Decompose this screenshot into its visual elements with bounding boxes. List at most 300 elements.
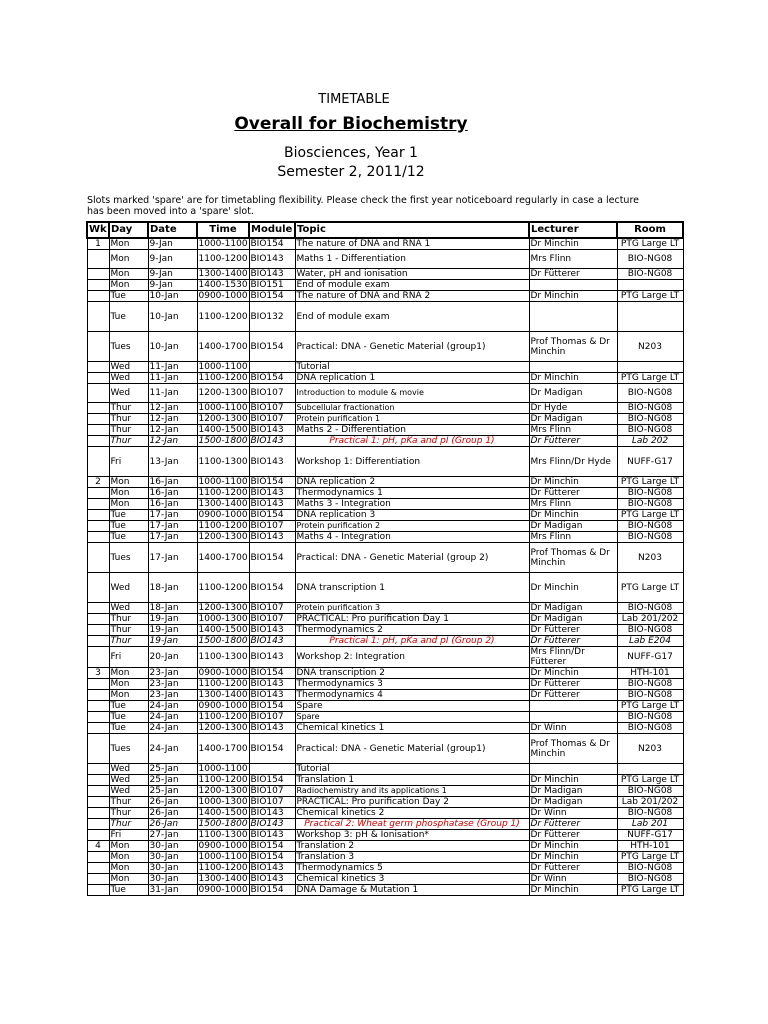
- cell-date: 25-Jan: [148, 775, 197, 786]
- cell-date: 19-Jan: [148, 625, 197, 636]
- cell-room: PTG Large LT: [617, 775, 683, 786]
- cell-day: Mon: [109, 690, 148, 701]
- cell-time: 1200-1300: [197, 384, 249, 403]
- cell-topic: DNA transcription 2: [295, 668, 529, 679]
- cell-room: N203: [617, 543, 683, 573]
- cell-module: BIO143: [249, 436, 295, 447]
- cell-module: BIO143: [249, 679, 295, 690]
- cell-lecturer: Dr Madigan: [529, 603, 617, 614]
- table-row: [87, 863, 683, 874]
- cell-topic: Thermodynamics 5: [295, 863, 529, 874]
- column-header-wk: Wk: [87, 222, 109, 238]
- cell-week: [87, 250, 109, 269]
- cell-lecturer: Prof Thomas & Dr Minchin: [529, 332, 617, 362]
- cell-lecturer: Dr Minchin: [529, 510, 617, 521]
- cell-lecturer: Dr Fütterer: [529, 830, 617, 841]
- cell-lecturer: [529, 764, 617, 775]
- table-row: [87, 543, 683, 573]
- cell-time: 1500-1800: [198, 636, 248, 646]
- cell-day: Thur: [109, 797, 148, 808]
- cell-date: 18-Jan: [148, 603, 197, 614]
- table-row: [87, 852, 683, 863]
- column-header-time: Time: [197, 222, 249, 238]
- cell-week: [87, 764, 109, 775]
- cell-module: BIO154: [249, 668, 295, 679]
- cell-week: [87, 362, 109, 373]
- cell-day: Thur: [109, 414, 148, 425]
- table-row: [87, 521, 683, 532]
- cell-module: [249, 764, 295, 775]
- cell-week: [87, 647, 109, 668]
- cell-day: Fri: [109, 830, 148, 841]
- cell-module: BIO143: [249, 808, 295, 819]
- table-row: [87, 625, 683, 636]
- cell-room: BIO-NG08: [617, 488, 683, 499]
- cell-lecturer: Mrs Flinn/Dr Hyde: [529, 447, 617, 477]
- table-row: [87, 819, 683, 830]
- cell-module: BIO143: [249, 447, 295, 477]
- cell-room: N203: [617, 734, 683, 764]
- cell-module: BIO107: [249, 614, 295, 625]
- cell-date: 11-Jan: [148, 362, 197, 373]
- table-row: [87, 614, 683, 625]
- cell-day: Fri: [109, 647, 148, 668]
- cell-lecturer: Dr Minchin: [529, 841, 617, 852]
- cell-topic: Maths 2 - Differentiation: [295, 425, 529, 436]
- table-header-row: [87, 222, 683, 238]
- cell-day: Tue: [109, 532, 148, 543]
- cell-week: [87, 332, 109, 362]
- cell-day: Wed: [109, 384, 148, 403]
- cell-time: 1100-1200: [198, 679, 248, 689]
- cell-week: [87, 532, 109, 543]
- cell-room: PTG Large LT: [617, 373, 683, 384]
- cell-week: [87, 701, 109, 712]
- cell-week: [87, 291, 109, 302]
- table-row: [87, 238, 683, 250]
- spare-slots-note: Slots marked 'spare' are for timetabling flexibility. Please check the first year noticeboard regularly in case a lecture has been moved into a 'spare' slot.: [87, 195, 639, 217]
- cell-date: 16-Jan: [148, 477, 197, 488]
- cell-time: 1100-1300: [198, 830, 248, 840]
- cell-module: BIO143: [249, 488, 295, 499]
- cell-week: [87, 786, 109, 797]
- cell-room: BIO-NG08: [617, 808, 683, 819]
- cell-day: Tue: [109, 723, 148, 734]
- cell-date: 16-Jan: [148, 499, 197, 510]
- table-row: [87, 885, 683, 896]
- cell-day: Mon: [109, 488, 148, 499]
- cell-topic: Workshop 2: Integration: [295, 647, 529, 668]
- table-row: [87, 403, 683, 414]
- cell-day: Wed: [109, 362, 148, 373]
- cell-room: [617, 280, 683, 291]
- cell-date: 13-Jan: [148, 447, 197, 477]
- table-row: [87, 786, 683, 797]
- cell-week: [87, 830, 109, 841]
- cell-time: 1200-1300: [198, 532, 248, 542]
- table-row: [87, 291, 683, 302]
- cell-week: [87, 808, 109, 819]
- cell-date: 19-Jan: [148, 614, 197, 625]
- table-row: [87, 647, 683, 668]
- cell-room: [617, 764, 683, 775]
- cell-date: 10-Jan: [148, 332, 197, 362]
- cell-lecturer: Dr Minchin: [529, 238, 617, 250]
- cell-module: BIO107: [249, 521, 295, 532]
- cell-lecturer: Dr Minchin: [529, 852, 617, 863]
- cell-topic: Protein purification 2: [295, 521, 529, 532]
- cell-date: 17-Jan: [148, 510, 197, 521]
- cell-time: 1100-1200: [198, 712, 248, 722]
- cell-time: 0900-1000: [198, 668, 248, 678]
- cell-lecturer: Dr Madigan: [529, 786, 617, 797]
- cell-date: 30-Jan: [148, 841, 197, 852]
- cell-topic: Practical 2: Wheat germ phosphatase (Group 1): [295, 819, 529, 830]
- cell-module: BIO154: [249, 332, 295, 362]
- cell-week: [87, 603, 109, 614]
- cell-lecturer: Prof Thomas & Dr Minchin: [529, 543, 617, 573]
- cell-module: BIO143: [249, 269, 295, 280]
- cell-day: Tue: [109, 701, 148, 712]
- cell-room: BIO-NG08: [617, 712, 683, 723]
- cell-room: NUFF-G17: [617, 447, 683, 477]
- cell-week: [87, 885, 109, 896]
- cell-topic: DNA replication 3: [295, 510, 529, 521]
- cell-time: 1000-1100: [198, 403, 248, 413]
- cell-time: 1100-1300: [197, 447, 249, 477]
- table-row: [87, 510, 683, 521]
- cell-date: 25-Jan: [148, 786, 197, 797]
- cell-day: Mon: [109, 238, 148, 250]
- column-header-topic: Topic: [295, 222, 529, 238]
- cell-day: Mon: [109, 269, 148, 280]
- cell-module: BIO107: [249, 797, 295, 808]
- cell-week: [87, 614, 109, 625]
- cell-room: BIO-NG08: [617, 532, 683, 543]
- column-header-lecturer: Lecturer: [529, 222, 617, 238]
- cell-room: BIO-NG08: [617, 603, 683, 614]
- cell-lecturer: Dr Minchin: [529, 291, 617, 302]
- cell-lecturer: [529, 712, 617, 723]
- cell-day: Wed: [109, 786, 148, 797]
- cell-week: [87, 447, 109, 477]
- cell-day: Tue: [109, 302, 148, 332]
- cell-module: BIO154: [249, 701, 295, 712]
- cell-day: Wed: [109, 775, 148, 786]
- cell-week: [87, 414, 109, 425]
- cell-week: [87, 499, 109, 510]
- cell-week: [87, 436, 109, 447]
- cell-day: Mon: [109, 250, 148, 269]
- cell-lecturer: Dr Madigan: [529, 521, 617, 532]
- cell-module: BIO154: [249, 477, 295, 488]
- table-row: [87, 373, 683, 384]
- cell-time: 1400-1700: [197, 543, 249, 573]
- timetable-table: [86, 221, 684, 896]
- cell-week: [87, 373, 109, 384]
- cell-room: Lab E204: [617, 636, 683, 647]
- cell-lecturer: Dr Madigan: [529, 384, 617, 403]
- cell-date: 24-Jan: [148, 701, 197, 712]
- cell-week: [87, 269, 109, 280]
- cell-module: BIO143: [249, 425, 295, 436]
- cell-module: BIO107: [249, 403, 295, 414]
- cell-date: 12-Jan: [148, 403, 197, 414]
- cell-date: 9-Jan: [148, 280, 197, 291]
- cell-week: [87, 775, 109, 786]
- cell-lecturer: [529, 302, 617, 332]
- cell-time: 1000-1100: [198, 362, 248, 372]
- cell-date: 30-Jan: [148, 874, 197, 885]
- cell-topic: Chemical kinetics 3: [295, 874, 529, 885]
- table-row: [87, 712, 683, 723]
- cell-day: Thur: [109, 625, 148, 636]
- cell-date: 23-Jan: [148, 679, 197, 690]
- cell-date: 9-Jan: [148, 250, 197, 269]
- cell-module: BIO154: [249, 238, 295, 250]
- table-row: [87, 499, 683, 510]
- cell-module: BIO154: [249, 510, 295, 521]
- cell-week: [87, 734, 109, 764]
- cell-date: 10-Jan: [148, 302, 197, 332]
- cell-topic: Practical: DNA - Genetic Material (group 2): [295, 543, 529, 573]
- cell-time: 1200-1300: [198, 414, 248, 424]
- table-row: [87, 690, 683, 701]
- cell-week: [87, 874, 109, 885]
- cell-lecturer: Dr Fütterer: [529, 679, 617, 690]
- cell-time: 1200-1300: [198, 786, 248, 796]
- cell-week: [87, 543, 109, 573]
- cell-room: PTG Large LT: [617, 291, 683, 302]
- table-row: [87, 477, 683, 488]
- cell-time: 1300-1400: [198, 269, 248, 279]
- cell-day: Wed: [109, 603, 148, 614]
- cell-time: 1400-1500: [198, 425, 248, 435]
- cell-day: Mon: [109, 477, 148, 488]
- cell-date: 17-Jan: [148, 521, 197, 532]
- cell-lecturer: Mrs Flinn: [529, 532, 617, 543]
- cell-week: [87, 712, 109, 723]
- cell-room: BIO-NG08: [617, 425, 683, 436]
- cell-lecturer: [529, 280, 617, 291]
- table-row: [87, 573, 683, 603]
- cell-lecturer: [529, 701, 617, 712]
- cell-lecturer: Dr Minchin: [529, 668, 617, 679]
- cell-day: Fri: [109, 447, 148, 477]
- cell-day: Tue: [109, 521, 148, 532]
- cell-room: NUFF-G17: [617, 830, 683, 841]
- cell-module: BIO107: [249, 603, 295, 614]
- cell-week: [87, 625, 109, 636]
- cell-lecturer: Dr Fütterer: [529, 436, 617, 447]
- cell-day: Tue: [109, 291, 148, 302]
- cell-topic: End of module exam: [295, 302, 529, 332]
- cell-time: 1000-1100: [198, 852, 248, 862]
- cell-topic: PRACTICAL: Pro purification Day 1: [295, 614, 529, 625]
- cell-room: PTG Large LT: [617, 852, 683, 863]
- cell-time: 1000-1300: [198, 614, 248, 624]
- cell-lecturer: Dr Fütterer: [529, 819, 617, 830]
- cell-day: Tues: [109, 543, 148, 573]
- cell-time: 1100-1200: [197, 573, 249, 603]
- table-row: [87, 775, 683, 786]
- table-row: [87, 679, 683, 690]
- cell-module: BIO107: [249, 786, 295, 797]
- cell-date: 26-Jan: [148, 819, 197, 830]
- cell-day: Mon: [109, 280, 148, 291]
- cell-week: [87, 863, 109, 874]
- cell-date: 30-Jan: [148, 852, 197, 863]
- table-row: [87, 488, 683, 499]
- cell-week: [87, 521, 109, 532]
- cell-module: BIO154: [249, 841, 295, 852]
- cell-day: Mon: [109, 841, 148, 852]
- cell-topic: Water, pH and ionisation: [295, 269, 529, 280]
- cell-topic: Protein purification 1: [295, 414, 529, 425]
- cell-week: [87, 636, 109, 647]
- cell-topic: Maths 4 - Integration: [295, 532, 529, 543]
- cell-module: BIO143: [249, 723, 295, 734]
- cell-lecturer: Dr Minchin: [529, 573, 617, 603]
- cell-room: BIO-NG08: [617, 414, 683, 425]
- cell-topic: Practical 1: pH, pKa and pI (Group 1): [295, 436, 529, 447]
- cell-topic: Introduction to module & movie: [295, 384, 529, 403]
- cell-room: [617, 362, 683, 373]
- cell-lecturer: Dr Minchin: [529, 775, 617, 786]
- cell-room: PTG Large LT: [617, 885, 683, 896]
- cell-topic: Translation 1: [295, 775, 529, 786]
- table-row: [87, 668, 683, 679]
- cell-topic: The nature of DNA and RNA 1: [295, 238, 529, 250]
- subtitle-programme: Biosciences, Year 1: [284, 145, 418, 161]
- cell-module: BIO143: [249, 819, 295, 830]
- cell-week: [87, 488, 109, 499]
- cell-day: Thur: [109, 614, 148, 625]
- cell-room: PTG Large LT: [617, 701, 683, 712]
- table-row: [87, 250, 683, 269]
- cell-module: BIO132: [249, 302, 295, 332]
- cell-day: Thur: [109, 808, 148, 819]
- cell-lecturer: Dr Winn: [529, 874, 617, 885]
- cell-week: 3: [87, 668, 109, 679]
- cell-lecturer: Prof Thomas & Dr Minchin: [529, 734, 617, 764]
- table-row: [87, 447, 683, 477]
- cell-lecturer: Dr Fütterer: [529, 625, 617, 636]
- table-row: [87, 384, 683, 403]
- cell-date: 24-Jan: [148, 734, 197, 764]
- cell-time: 0900-1000: [198, 841, 248, 851]
- cell-module: BIO154: [249, 543, 295, 573]
- column-header-date: Date: [148, 222, 197, 238]
- table-row: [87, 701, 683, 712]
- cell-date: 24-Jan: [148, 723, 197, 734]
- cell-topic: Workshop 1: Differentiation: [295, 447, 529, 477]
- cell-room: HTH-101: [617, 668, 683, 679]
- cell-topic: Spare: [295, 712, 529, 723]
- cell-module: BIO143: [249, 863, 295, 874]
- cell-date: 23-Jan: [148, 668, 197, 679]
- cell-lecturer: Dr Fütterer: [529, 690, 617, 701]
- cell-topic: Thermodynamics 1: [295, 488, 529, 499]
- cell-room: BIO-NG08: [617, 499, 683, 510]
- cell-module: BIO107: [249, 384, 295, 403]
- table-row: [87, 830, 683, 841]
- cell-time: 1500-1800: [198, 819, 248, 829]
- cell-lecturer: Mrs Flinn: [529, 250, 617, 269]
- cell-week: [87, 852, 109, 863]
- column-header-module: Module: [249, 222, 295, 238]
- cell-time: 1000-1100: [198, 477, 248, 487]
- cell-time: 1100-1200: [198, 373, 248, 383]
- cell-week: [87, 510, 109, 521]
- table-row: [87, 734, 683, 764]
- cell-date: 9-Jan: [148, 269, 197, 280]
- cell-date: 12-Jan: [148, 436, 197, 447]
- cell-time: 1200-1300: [198, 723, 248, 733]
- cell-date: 18-Jan: [148, 573, 197, 603]
- cell-module: BIO154: [249, 775, 295, 786]
- cell-time: 1100-1200: [198, 863, 248, 873]
- cell-room: BIO-NG08: [617, 690, 683, 701]
- cell-module: BIO154: [249, 852, 295, 863]
- cell-room: Lab 201: [617, 819, 683, 830]
- cell-week: [87, 425, 109, 436]
- cell-module: BIO154: [249, 734, 295, 764]
- cell-time: 1100-1200: [198, 775, 248, 785]
- cell-topic: Workshop 3: pH & Ionisation*: [295, 830, 529, 841]
- table-row: [87, 425, 683, 436]
- cell-topic: Thermodynamics 3: [295, 679, 529, 690]
- cell-room: PTG Large LT: [617, 573, 683, 603]
- cell-topic: Tutorial: [295, 362, 529, 373]
- cell-module: BIO154: [249, 373, 295, 384]
- table-row: [87, 302, 683, 332]
- cell-lecturer: Dr Minchin: [529, 885, 617, 896]
- cell-week: [87, 403, 109, 414]
- cell-topic: DNA transcription 1: [295, 573, 529, 603]
- table-row: [87, 269, 683, 280]
- cell-week: [87, 797, 109, 808]
- cell-time: 1000-1100: [198, 764, 248, 774]
- cell-module: BIO143: [249, 532, 295, 543]
- cell-time: 0900-1000: [198, 291, 248, 301]
- cell-time: 1300-1400: [198, 499, 248, 509]
- cell-lecturer: Dr Winn: [529, 808, 617, 819]
- timetable-label: TIMETABLE: [318, 92, 390, 107]
- page-title: Overall for Biochemistry: [234, 114, 468, 134]
- cell-lecturer: Dr Winn: [529, 723, 617, 734]
- cell-room: Lab 201/202: [617, 614, 683, 625]
- cell-room: BIO-NG08: [617, 269, 683, 280]
- cell-topic: Practical: DNA - Genetic Material (group1): [295, 332, 529, 362]
- cell-day: Tue: [109, 885, 148, 896]
- cell-week: [87, 723, 109, 734]
- cell-time: 1100-1200: [198, 488, 248, 498]
- cell-week: [87, 302, 109, 332]
- cell-week: [87, 690, 109, 701]
- cell-week: [87, 384, 109, 403]
- cell-room: HTH-101: [617, 841, 683, 852]
- cell-topic: DNA replication 2: [295, 477, 529, 488]
- cell-week: 4: [87, 841, 109, 852]
- cell-room: BIO-NG08: [617, 786, 683, 797]
- table-row: [87, 841, 683, 852]
- subtitle-semester: Semester 2, 2011/12: [277, 164, 425, 180]
- cell-date: 30-Jan: [148, 863, 197, 874]
- cell-time: 1400-1700: [197, 734, 249, 764]
- cell-topic: Thermodynamics 2: [295, 625, 529, 636]
- cell-day: Wed: [109, 373, 148, 384]
